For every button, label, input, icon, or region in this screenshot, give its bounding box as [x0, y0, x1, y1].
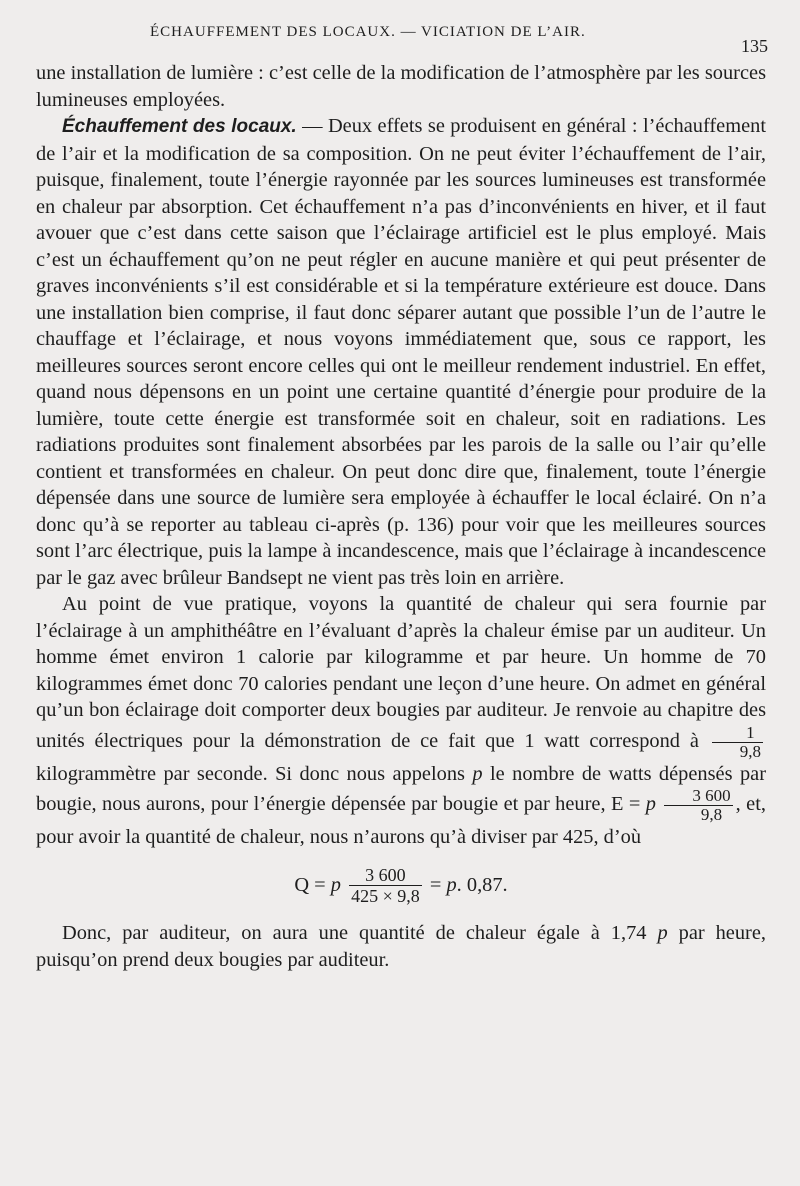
equation-denominator: 425 × 9,8 [351, 886, 420, 907]
body-text [36, 60, 766, 973]
paragraph-conclusion-part-b: par heure, puisqu’on prend deux bougies par auditeur. [36, 922, 766, 971]
paragraph-echauffement [36, 113, 766, 591]
section-title: Échauffement des locaux. [62, 116, 297, 137]
equation-q [36, 865, 766, 907]
fraction-denominator: 9,8 [700, 805, 723, 824]
equation-rhs-variable-p: p [446, 873, 457, 896]
equation-rhs-value: . 0,87. [456, 873, 508, 896]
page-number: 135 [741, 36, 768, 56]
equation-numerator: 3 600 [349, 865, 422, 886]
paragraph-pratique-part-b: kilogrammètre par seconde. Si donc nous appelons [36, 762, 465, 785]
paragraph-pratique-part-a: Au point de vue pratique, voyons la quantité de chaleur qui sera fournie par l’éclairage à un amphithéâtre en l’évaluant d’après la chaleur émise par un auditeur. Un homme émet environ 1 calorie par kilogramme et par heure. Un homme de 70 kilogrammes émet donc 70 calories pendant une leçon d’une heure. On admet en général qu’un bon éclairage doit comporter deux bougies par auditeur. Je renvoie au chapitre des unités électriques pour la démonstration de ce fait que 1 watt correspond à [36, 593, 766, 752]
variable-p: p [472, 762, 483, 785]
equation-fraction [349, 865, 422, 906]
paragraph-pratique [36, 591, 766, 851]
paragraph-echauffement-text: — Deux effets se produisent en général : l’échauffement de l’air et la modification de sa composition. On ne peut éviter l’échauffement de l’air, puisque, finalement, toute l’énergie rayonnée par les sources lumineuses est transformée en chaleur par absorption. Cet échauffement n’a pas d’inconvénients en hiver, et il faut avouer que c’est dans cette saison que l’éclairage artificiel est le plus employé. Mais c’est un échauffement qu’on ne peut régler en aucune manière et qui peut présenter de graves inconvénients s’il est considérable et si la température extérieure est douce. Dans une installation bien comprise, il faut donc séparer autant que possible l’un de l’autre le chauffage et l’éclairage, et nous voyons immédiatement que, sous ce rapport, les meilleures sources seront encore celles qui ont le meilleur rendement industriel. En effet, quand nous dépensons en un point une certaine quantité d’énergie pour produire de la lumière, toute cette énergie est transformée soit en chaleur, soit en radiations. Les radiations produites sont finalement absorbées par les parois de la salle ou l’air qu’elle contient et transformées en chaleur. On peut donc dire que, finalement, toute l’énergie dépensée dans une source de lumière sera employée à échauffer le local éclairé. On n’a donc qu’à se reporter au tableau ci-après (p. 136) pour voir que les meilleures sources sont l’arc électrique, puis la lampe à incandescence, mais que l’éclairage à incandescence par le gaz avec brûleur Bandsept ne vient pas très loin en arrière. [36, 115, 767, 589]
equation-lhs: Q = [294, 873, 326, 896]
fraction-denominator: 9,8 [739, 741, 761, 761]
fraction-numerator: 3 600 [664, 787, 732, 806]
fraction-3600-over-9-8 [664, 787, 732, 824]
paragraph-continuation: une installation de lumière : c’est celle de la modification de l’atmosphère par les sources lumineuses employées. [36, 62, 766, 111]
running-head: ÉCHAUFFEMENT DES LOCAUX. — VICIATION DE L’AIR. [150, 24, 586, 40]
equation-variable-p: p [330, 873, 341, 896]
paragraph-pratique-part-c: le nombre de watts dépensés par bougie, nous aurons, pour l’énergie dépensée par bougie et par heure, E = [36, 762, 766, 816]
variable-p: p [645, 793, 656, 816]
variable-p: p [657, 922, 668, 945]
paragraph-conclusion-part-a: Donc, par auditeur, on aura une quantité de chaleur égale à 1,74 [62, 922, 647, 945]
paragraph-pratique-part-d: , et, pour avoir la quantité de chaleur, nous n’aurons qu’à diviser par 425, d’où [36, 793, 766, 848]
equation-equals: = [429, 873, 442, 896]
paragraph-conclusion [36, 920, 766, 973]
fraction-numerator: 1 [712, 724, 763, 743]
fraction-one-over-9-8 [712, 724, 763, 761]
